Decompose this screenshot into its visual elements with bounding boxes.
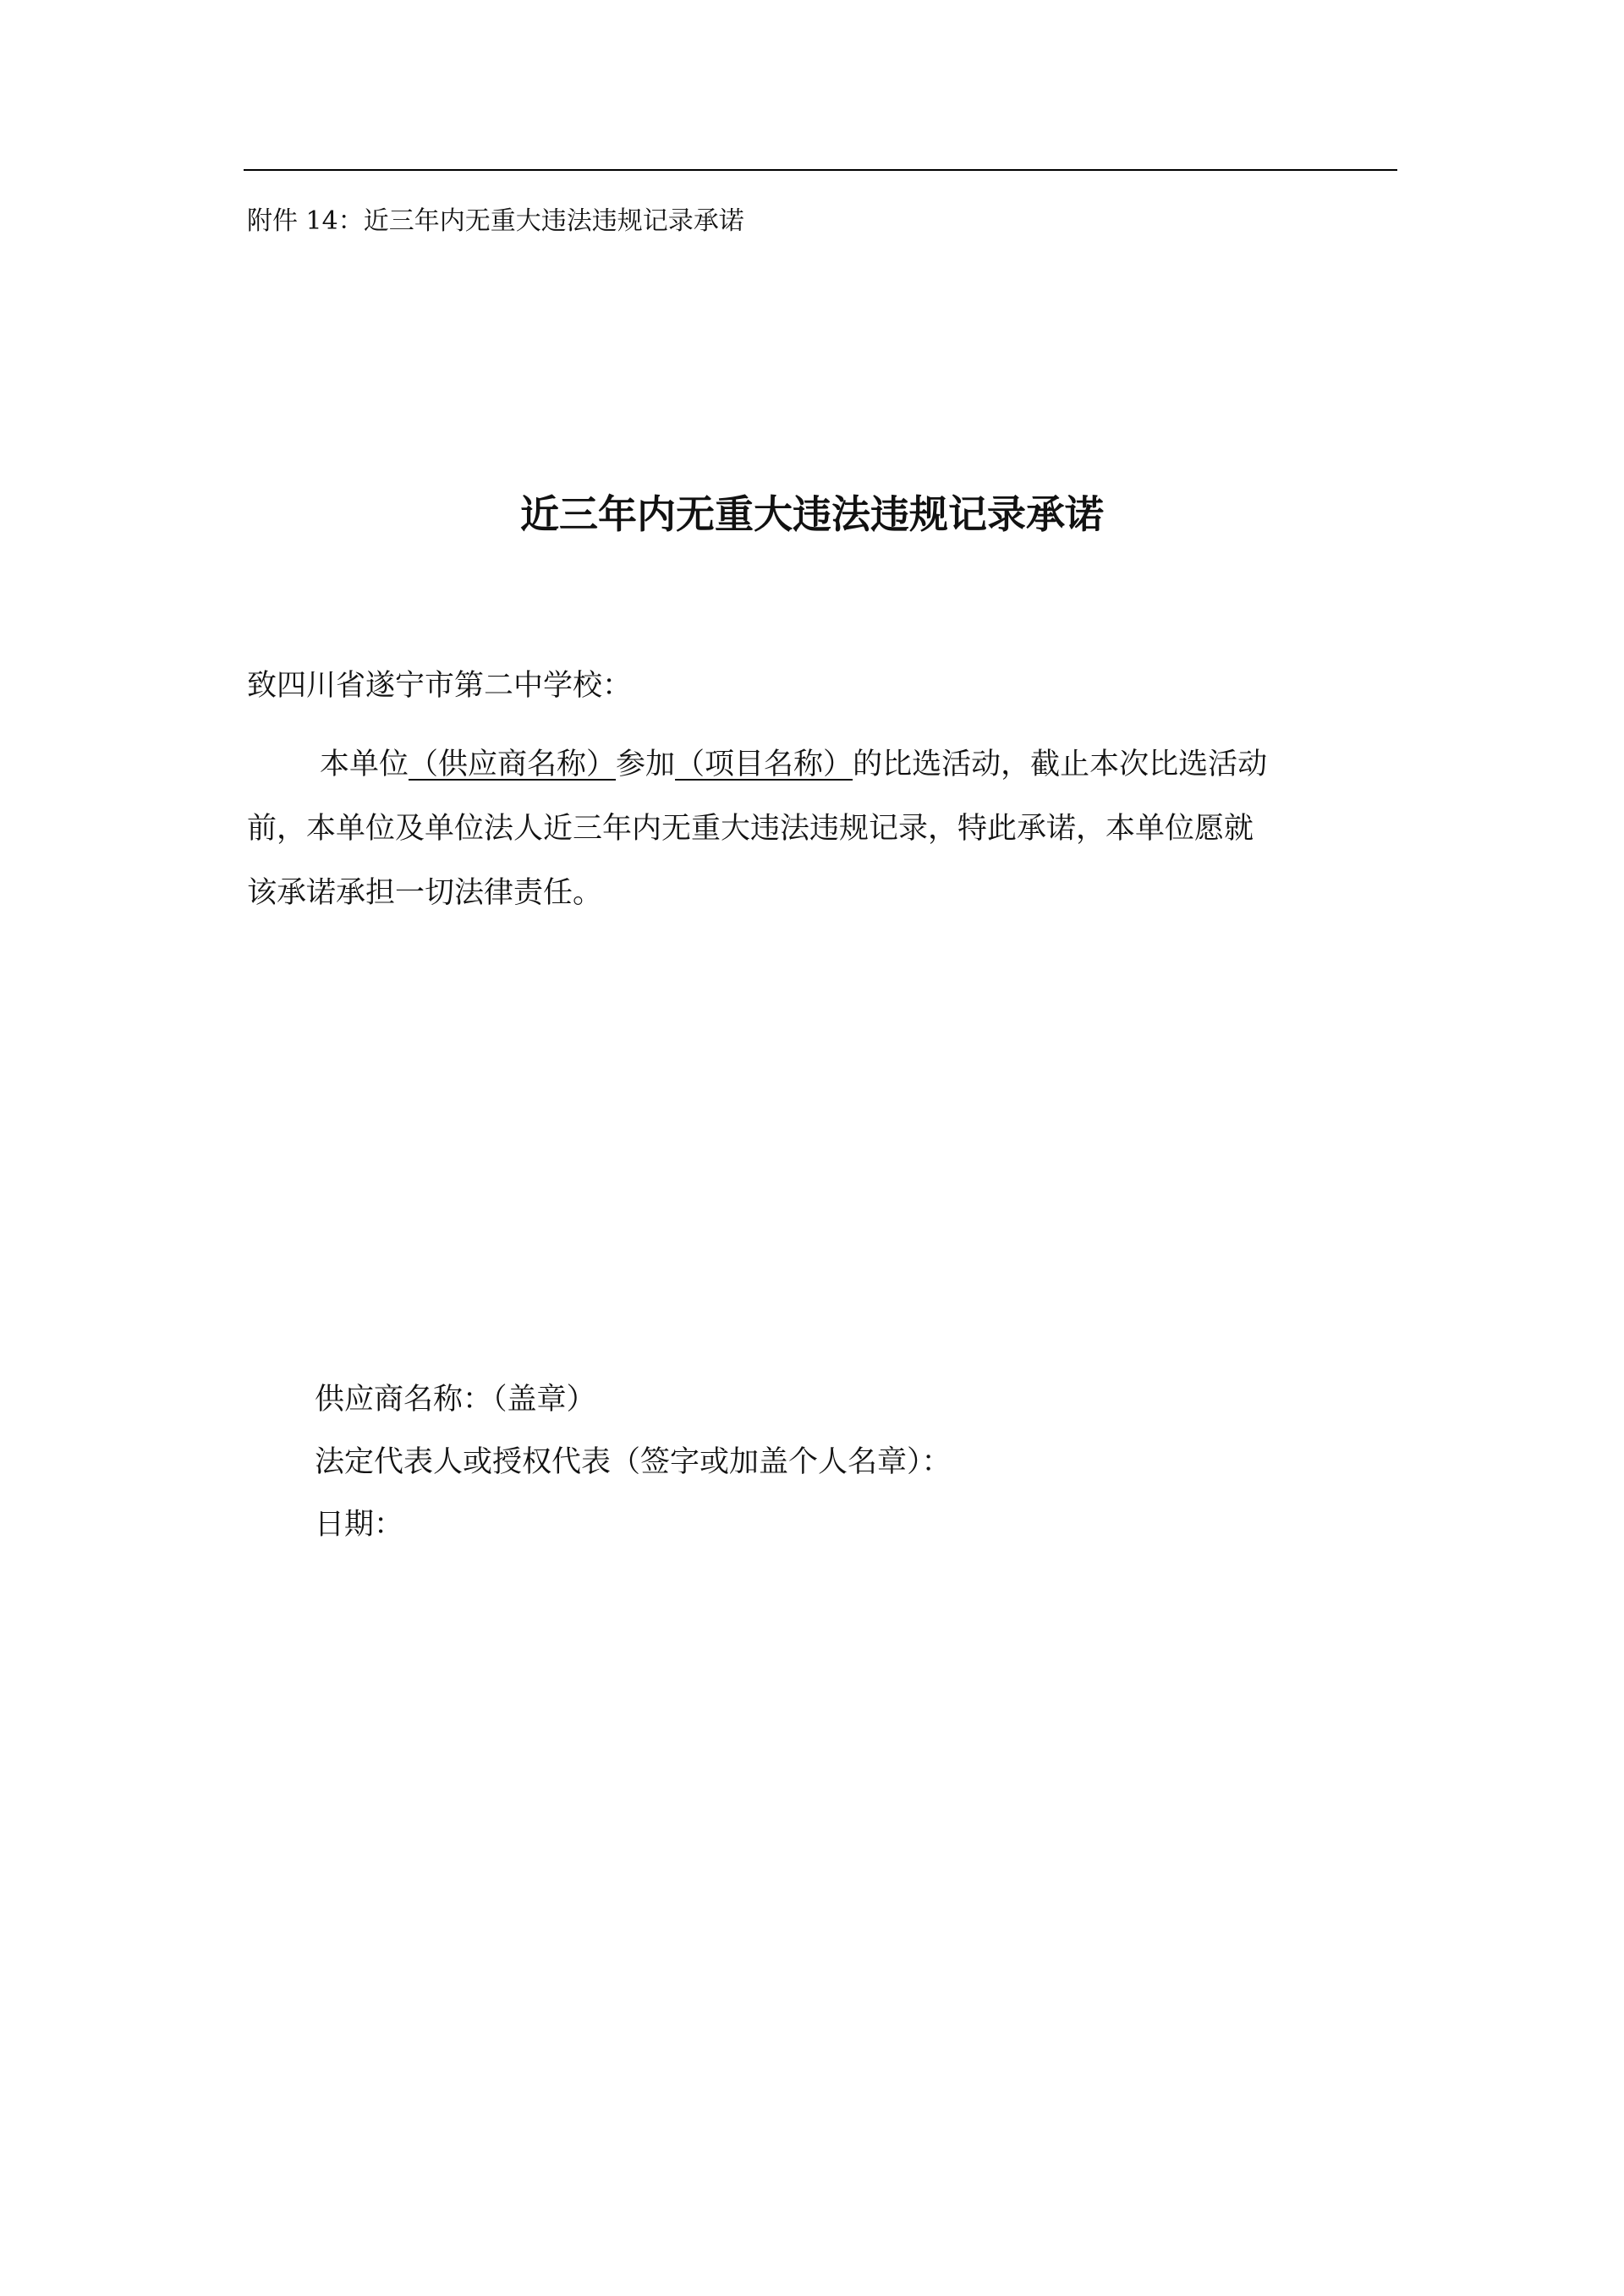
header-rule	[244, 169, 1397, 171]
line1-suffix: 的比选活动，截止本次比选活动	[853, 748, 1268, 781]
signature-block	[315, 1368, 952, 1556]
commitment-paragraph	[247, 732, 1397, 925]
project-name-blank: （项目名称）	[675, 748, 853, 781]
line1-prefix: 本单位	[320, 748, 409, 781]
paragraph-line-3: 该承诺承担一切法律责任。	[247, 876, 603, 910]
paragraph-line-2: 前，本单位及单位法人近三年内无重大违法违规记录，特此承诺，本单位愿就	[247, 812, 1254, 846]
line1-mid: 参加	[616, 748, 676, 781]
supplier-name-blank: （供应商名称）	[409, 748, 617, 781]
signature-date: 日期：	[315, 1508, 404, 1542]
supplier-name-seal: 供应商名称：（盖章）	[315, 1383, 596, 1417]
attachment-label: 附件 14：近三年内无重大违法违规记录承诺	[247, 206, 744, 236]
paragraph-line-1	[247, 732, 1397, 797]
document-title: 近三年内无重大违法违规记录承诺	[520, 491, 1104, 537]
salutation: 致四川省遂宁市第二中学校：	[247, 669, 633, 703]
legal-representative-signature: 法定代表人或授权代表（签字或加盖个人名章）：	[315, 1445, 952, 1479]
